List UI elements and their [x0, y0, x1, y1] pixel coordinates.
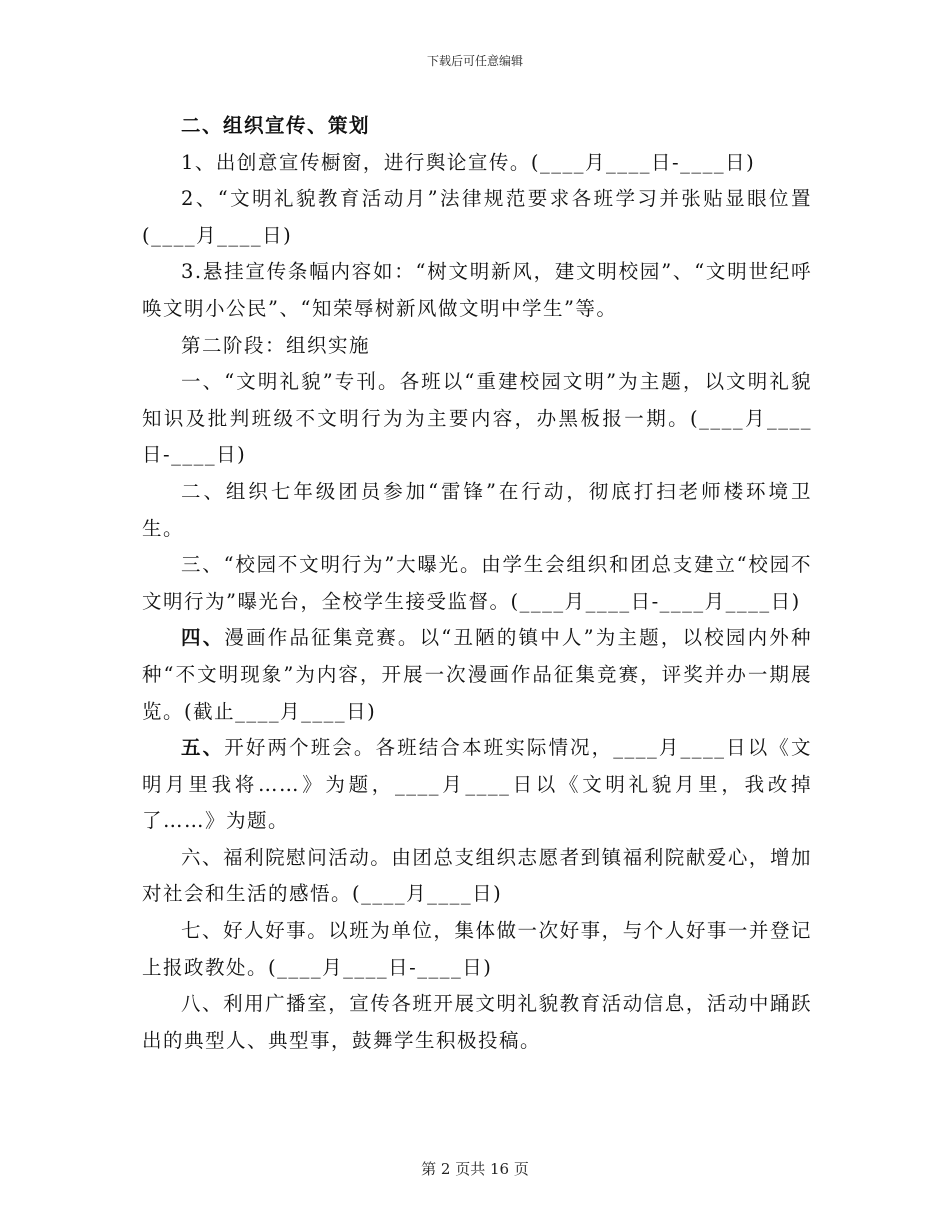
paragraph-7	[142, 620, 812, 730]
paragraph-8-text: 开好两个班会。各班结合本班实际情况，____月____日以《文明月里我将……》为题，____月____日以《文明礼貌月里，我改掉了……》为题。	[142, 736, 812, 833]
paragraph-1: 1、出创意宣传橱窗，进行舆论宣传。(____月____日-____日)	[181, 150, 756, 174]
paragraph-8-lead: 五、	[181, 736, 225, 760]
stage-heading: 第二阶段：组织实施	[181, 333, 371, 357]
paragraph-4: 一、“文明礼貌”专刊。各班以“重建校园文明”为主题，以文明礼貌知识及批判班级不文明行为为主要内容，办黑板报一期。(____月____日-____日)	[142, 370, 812, 467]
paragraph-9: 六、福利院慰问活动。由团总支组织志愿者到镇福利院献爱心，增加对社会和生活的感悟。(____月____日)	[142, 845, 812, 906]
page-footer: 第 2 页共 16 页	[421, 1160, 529, 1178]
paragraph-6: 三、“校园不文明行为”大曝光。由学生会组织和团总支建立“校园不文明行为”曝光台，全校学生接受监督。(____月____日-____月____日)	[142, 553, 812, 613]
paragraph-10: 七、好人好事。以班为单位，集体做一次好事，与个人好事一并登记上报政教处。(____月____日-____日)	[142, 919, 812, 979]
paragraph-2: 2、“文明礼貌教育活动月”法律规范要求各班学习并张贴显眼位置(____月____日)	[142, 187, 812, 247]
paragraph-3: 3.悬挂宣传条幅内容如：“树文明新风，建文明校园”、“文明世纪呼唤文明小公民”、“知荣辱树新风做文明中学生”等。	[142, 260, 812, 320]
paragraph-7-text: 漫画作品征集竞赛。以“丑陋的镇中人”为主题，以校园内外种种“不文明现象”为内容，开展一次漫画作品征集竞赛，评奖并办一期展览。(截止____月____日)	[142, 626, 812, 723]
paragraph-5: 二、组织七年级团员参加“雷锋”在行动，彻底打扫老师楼环境卫生。	[142, 479, 812, 540]
paragraph-7-lead: 四、	[181, 626, 225, 650]
section-heading: 二、组织宣传、策划	[181, 114, 371, 137]
paragraph-8	[142, 730, 812, 840]
paragraph-11: 八、利用广播室，宣传各班开展文明礼貌教育活动信息，活动中踊跃出的典型人、典型事，鼓舞学生积极投稿。	[142, 992, 812, 1052]
page-header: 下载后可任意编辑	[426, 54, 523, 68]
document-body	[142, 108, 812, 1059]
